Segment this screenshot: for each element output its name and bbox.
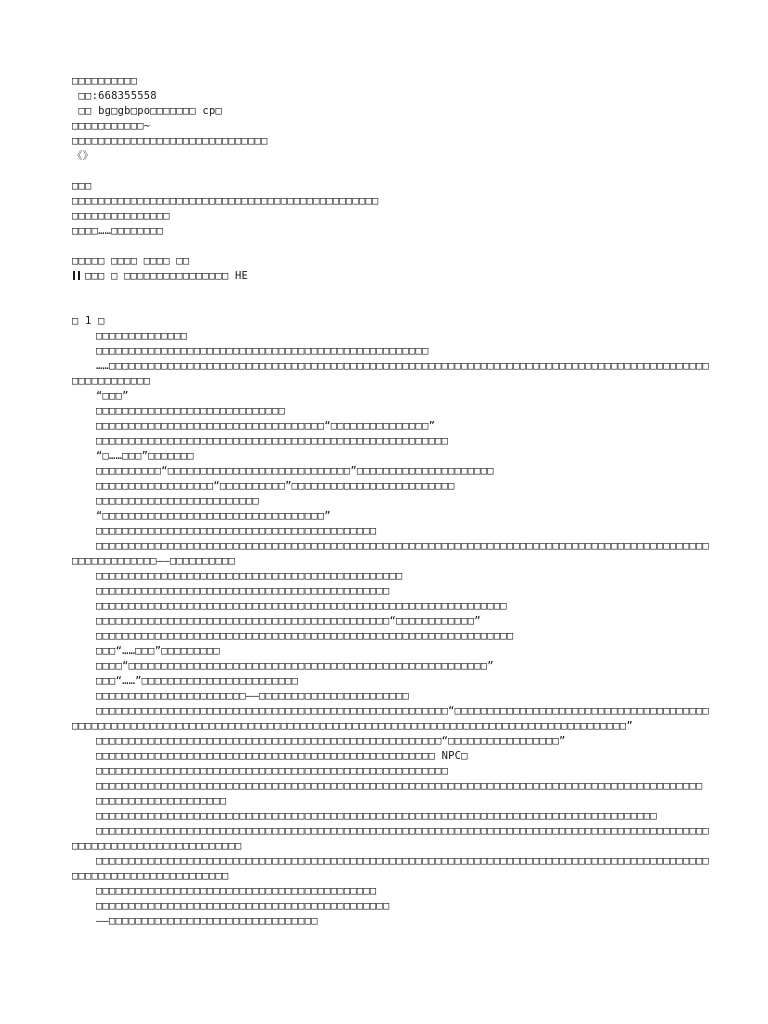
intro-heading: □□□ <box>72 180 92 192</box>
cp-line: □□ bg□gb□po□□□□□□□ cp□ <box>72 105 222 117</box>
paragraph: ——□□□□□□□□□□□□□□□□□□□□□□□□□□□□□□□□ <box>96 915 318 927</box>
paragraph: □□□□□□□□□□□□□□□□□□□□□□□□□□□□□□□□□□□□□□□□□□□□□□□□□□□□□□□□□□□□□□□□□□□□□□□□□□□□□□□□□□□□□□ <box>96 810 657 822</box>
paragraph: □□□□□□□□□□□□□□□□□□□□□□□□□□□□□□□□□□□□□□□□□□□ <box>96 885 377 897</box>
paragraph: “□……□□□”□□□□□□□ <box>96 450 194 462</box>
paragraph: □□□“……”□□□□□□□□□□□□□□□□□□□□□□□□ <box>96 675 299 687</box>
paragraph: “□□□□□□□□□□□□□□□□□□□□□□□□□□□□□□□□□□” <box>96 510 331 522</box>
paragraph: □□□□□□□□□□□□□□□□□□□□□□□□□ <box>96 495 260 507</box>
paragraph: □□□□□□□□□□□□□□□□□□□□□□□□□□□□□□□□□□□□□□□□□□□□□□□□□□□□□□□□□□□□□□□□□□□□□□□□□□□□□□□□□□□□□□□□□□□□□□□□□□□□□□□□□□□□□□□□□□□□□□□□ <box>72 825 710 852</box>
paragraph: □□□□□□□□□□□□□□□□□□□□□□□□□□□□□□□□□□□□□□□□□□□□□“□□□□□□□□□□□□” <box>96 615 481 627</box>
paragraph: □□□□□□□□□□□□□□□□□□□□□□□□□□□□□□□□□□□□□□□□□□□□□□□□□□□□□□□□□□□□□□□ <box>96 600 507 612</box>
paragraph: □□□□□□□□□□□□□□ <box>96 330 188 342</box>
tags-line: □□□□□ □□□□ □□□□ □□ <box>72 255 190 267</box>
paragraph: □□□□□□□□□□□□□□□□□□□□□□□□□□□□□□□□□□□□□□□□□□□□□□□□□□□□ NPC□ <box>96 750 468 762</box>
paragraph: □□□□□□□□□□□□□□□□□□□□□□□——□□□□□□□□□□□□□□□□□□□□□□□ <box>96 690 410 702</box>
spacer <box>72 164 712 179</box>
spacer <box>72 284 712 314</box>
status-text: □□□ □ □□□□□□□□□□□□□□□□ HE <box>85 270 249 282</box>
paragraph: □□□□□□□□□□□□□□□□□□□□□□□□□□□□□□□□□□□□□□□□□□□ <box>96 525 377 537</box>
chapter-title: □ 1 □ <box>72 315 105 327</box>
header-line: □□□□□□□□□□ <box>72 75 138 87</box>
paragraph: □□□□□□□□□□“□□□□□□□□□□□□□□□□□□□□□□□□□□□□”□□□□□□□□□□□□□□□□□□□□□ <box>96 465 494 477</box>
intro-text: □□□□□□□□□□□□□□□□□□□□□□□□□□□□□□□□□□□□□□□□□□□□□□□ <box>72 195 379 207</box>
paragraph: “□□□” <box>96 390 129 402</box>
title-brackets: 《》 <box>72 150 94 162</box>
paragraph: □□□□□□□□□□□□□□□□□□□□□□□□□□□□□□□□□□□□□□□□□□□□□□□□□□□□□□□□□□□□□□□□□□□□□□□□□□□□□□□□□□□□□□□□□□□□□□□□□□□□□□□□□□□□□□□□□□□□□□ <box>72 855 710 882</box>
paragraph: □□□□□□□□□□□□□□□□□□□□□□□□□□□□□□□□□□□“□□□□□□□□□□□□□□□” <box>96 420 436 432</box>
paragraph: □□□□□□□□□□□□□□□□□□□□□□□□□□□□□□□□□□□□□□□□□□□□□□□ <box>96 570 403 582</box>
qq-number-line: □□:668355558 <box>72 90 157 102</box>
paragraph: □□□□□□□□□□□□□□□□□□□□□□□□□□□□□□□□□□□□□□□□□□□□□ <box>96 900 390 912</box>
paragraph: □□□□□□□□□□□□□□□□□□□□□□□□□□□□□□□□□□□□□□□□□□□□□□□□□□□□□□□□□□□□□□□□ <box>96 630 514 642</box>
paragraph: □□□□□□□□□□□□□□□□□□□□ <box>96 795 227 807</box>
paragraph: □□□□□□□□□□□□□□□□□□□□□□□□□□□□□□□□□□□□□□□□□□□□□□□□□□□□□□□□□□□□□□□□□□□□□□□□□□□□□□□□□□□□□□□□□□□□□ <box>96 780 703 792</box>
header-note: □□□□□□□□□□□□□□□□□□□□□□□□□□□□□□ <box>72 135 268 147</box>
chapter-body <box>72 329 712 929</box>
intro-text: □□□□……□□□□□□□□ <box>72 225 164 237</box>
pause-icon <box>72 271 81 280</box>
paragraph: □□□□□□□□□□□□□□□□□□□□□□□□□□□□□□□□□□□□□□□□□□□□□□□□□□□□□□ <box>96 435 449 447</box>
paragraph: □□□□□□□□□□□□□□□□□□□□□□□□□□□□□□□□□□□□□□□□□□□□□□□□□□□□□“□□□□□□□□□□□□□□□□□” <box>96 735 566 747</box>
paragraph: □□□“……□□□”□□□□□□□□□ <box>96 645 220 657</box>
paragraph: ……□□□□□□□□□□□□□□□□□□□□□□□□□□□□□□□□□□□□□□□□□□□□□□□□□□□□□□□□□□□□□□□□□□□□□□□□□□□□□□□□□□□□□□□□□□□□□□□□□□□□□□□□ <box>72 360 710 387</box>
document-page <box>72 74 712 929</box>
paragraph: □□□□□□□□□□□□□□□□□□□□□□□□□□□□□□□□□□□□□□□□□□□□□□□□□□□□□□□□□□□□□□□□□□□□□□□□□□□□□□□□□□□□□□□□□□□□□□□□□□□□□□□□□□□——□□□□□□□□□□ <box>72 540 710 567</box>
status-line <box>72 269 712 284</box>
paragraph: □□□□“□□□□□□□□□□□□□□□□□□□□□□□□□□□□□□□□□□□□□□□□□□□□□□□□□□□□□□□” <box>96 660 494 672</box>
paragraph: □□□□□□□□□□□□□□□□□□□□□□□□□□□□□□□□□□□□□□□□□□□□□□□□□□□□□□ <box>96 765 449 777</box>
spacer <box>72 239 712 254</box>
paragraph: □□□□□□□□□□□□□□□□□□“□□□□□□□□□□”□□□□□□□□□□□□□□□□□□□□□□□□□ <box>96 480 455 492</box>
paragraph: □□□□□□□□□□□□□□□□□□□□□□□□□□□□□□□□□□□□□□□□□□□□□ <box>96 585 390 597</box>
paragraph: □□□□□□□□□□□□□□□□□□□□□□□□□□□□□□□□□□□□□□□□□□□□□□□□□□□ <box>96 345 429 357</box>
paragraph: □□□□□□□□□□□□□□□□□□□□□□□□□□□□□□□□□□□□□□□□□□□□□□□□□□□□□□“□□□□□□□□□□□□□□□□□□□□□□□□□□□□□□□□□□□□□□□□□□□□□□□□□□□□□□□□□□□□□□□□□□□□□□□□□□□□□□□□□□□□□□□□□□□□□□□□□□□□□□□□□□□□□□□□□□□□□□□□□□□□” <box>72 705 710 732</box>
paragraph: □□□□□□□□□□□□□□□□□□□□□□□□□□□□□ <box>96 405 286 417</box>
header-note: □□□□□□□□□□□~ <box>72 120 151 132</box>
intro-text: □□□□□□□□□□□□□□□ <box>72 210 170 222</box>
